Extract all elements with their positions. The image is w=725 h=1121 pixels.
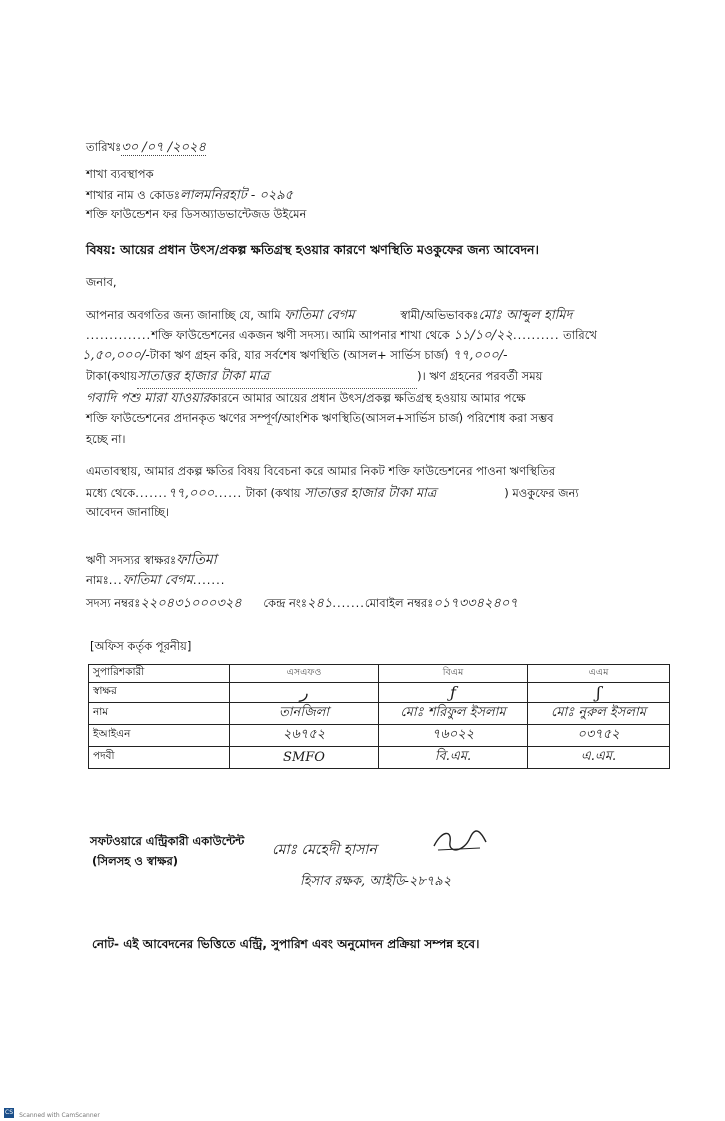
para1-line7: হচ্ছে না। bbox=[86, 432, 126, 446]
waiver-amount: ৭৭,০০০ bbox=[167, 486, 215, 501]
table-cell: তানজিলা bbox=[230, 703, 379, 725]
branch-value: লালমনিরহাট - ০২৯৫ bbox=[180, 188, 294, 203]
table-row bbox=[89, 683, 670, 703]
member-name-line: নামঃ...ফাতিমা বেগম....... bbox=[86, 573, 226, 588]
table-cell: মোঃ নুরুল ইসলাম bbox=[528, 703, 670, 725]
para1-text-b: স্বামী/অভিভাবকঃ bbox=[400, 308, 479, 322]
scanner-watermark bbox=[4, 1102, 100, 1121]
table-cell: বি.এম. bbox=[379, 747, 528, 769]
signature-mark-am: ʃ bbox=[528, 683, 670, 703]
table-header-cell: এএম bbox=[528, 665, 670, 683]
date-value: ৩০ /০৭ /২০২৪ bbox=[121, 140, 206, 155]
para1-line5 bbox=[86, 389, 526, 410]
para1-text-g: )। ঋণ গ্রহনের পরবর্তী সময় bbox=[417, 369, 543, 383]
subject-label: বিষয়: bbox=[86, 242, 116, 257]
accountant-seal-label: (সিলসহ ও স্বাক্ষর) bbox=[92, 854, 179, 868]
signature-mark-sfo: ﺭ bbox=[230, 683, 379, 703]
footer-note: নোট- এই আবেদনের ভিত্তিতে এন্ট্রি, সুপারিশ এবং অনুমোদন প্রক্রিয়া সম্পন্ন হবে। bbox=[92, 937, 480, 951]
table-header-row bbox=[89, 665, 670, 683]
subject-line bbox=[86, 242, 539, 262]
para1-line4 bbox=[86, 367, 542, 389]
loan-date: ১১/১০/২২ bbox=[453, 328, 513, 343]
recommendation-table bbox=[88, 664, 670, 769]
branch-label: শাখার নাম ও কোডঃ bbox=[86, 188, 181, 202]
camscanner-logo-icon: CS bbox=[5, 1108, 13, 1116]
para1-text-c: শক্তি ফাউন্ডেশনের একজন ঋণী সদস্য। আমি আপনার শাখা থেকে bbox=[151, 328, 450, 342]
scanner-watermark-text: Scanned with CamScanner bbox=[19, 1112, 100, 1119]
member-ids-line: সদস্য নম্বরঃ২২০৪৩১০০০৩২৪ কেন্দ্র নংঃ২৪১.......মোবাইল নম্বরঃ০১৭৩৩৪২৪০৭ bbox=[86, 596, 518, 611]
para2-line3: আবেদন জানাচ্ছি। bbox=[86, 505, 170, 519]
loan-amount: ১,৫০,০০০/- bbox=[82, 348, 150, 363]
signature-mark-bm: ƒ bbox=[379, 683, 528, 703]
recipient-organization: শক্তি ফাউন্ডেশন ফর ডিসঅ্যাডভান্টেজড উইমেন bbox=[86, 207, 307, 221]
office-use-label: [অফিস কর্তৃক পূরনীয়] bbox=[90, 639, 192, 653]
para1-text-d: তারিখে bbox=[563, 328, 597, 342]
borrower-name: ফাতিমা বেগম bbox=[284, 308, 355, 323]
para2-text-d: ) মওকুফের জন্য bbox=[504, 486, 579, 500]
waiver-words: সাতাত্তর হাজার টাকা মাত্র bbox=[304, 486, 437, 501]
table-header-cell: বিএম bbox=[379, 665, 528, 683]
outstanding-words: সাতাত্তর হাজার টাকা মাত্র bbox=[137, 367, 417, 389]
table-cell: এ.এম. bbox=[528, 747, 670, 769]
member-signature-label: ঋণী সদস্যর স্বাক্ষরঃ bbox=[86, 553, 177, 567]
para1-text-e: টাকা ঋণ গ্রহন করি, যার সর্বশেষ ঋণস্থিতি (আসল+ সার্ভিস চার্জ) bbox=[149, 348, 449, 362]
para1-text-f: টাকা(কথায় bbox=[86, 369, 138, 383]
member-signature: ফাতিমা bbox=[176, 552, 217, 568]
table-header-cell: সুপারিশকারী bbox=[89, 665, 230, 683]
table-cell: SMFO bbox=[230, 747, 379, 769]
table-cell: ২৬৭৫২ bbox=[230, 725, 379, 747]
branch-line bbox=[86, 186, 293, 207]
member-number-label: সদস্য নম্বরঃ bbox=[86, 596, 141, 610]
para2-text-c: টাকা (কথায় bbox=[245, 486, 301, 500]
accountant-label: সফটওয়ারে এন্ট্রিকারী একাউন্টেন্ট bbox=[90, 834, 245, 848]
salutation: জনাব, bbox=[86, 275, 117, 289]
center-number: ২৪১ bbox=[307, 596, 333, 611]
mobile-label: মোবাইল নম্বরঃ bbox=[364, 596, 434, 610]
center-label: কেন্দ্র নংঃ bbox=[263, 596, 307, 610]
table-row bbox=[89, 703, 670, 725]
table-cell: ৭৬০২২ bbox=[379, 725, 528, 747]
para2-text-b: মধ্যে থেকে bbox=[86, 486, 136, 500]
damage-cause: গবাদি পশু মারা যাওয়ার bbox=[86, 391, 210, 406]
member-number: ২২০৪৩১০০০৩২৪ bbox=[140, 596, 242, 611]
subject-text: আয়ের প্রধান উৎস/প্রকল্প ক্ষতিগ্রস্থ হওয়ার কারণে ঋণস্থিতি মওকুফের জন্য আবেদন। bbox=[120, 242, 539, 257]
member-name: ফাতিমা বেগম bbox=[122, 573, 193, 588]
para1-line6: শক্তি ফাউন্ডেশনের প্রদানকৃত ঋণের সম্পূর্ণ/আংশিক ঋণস্থিতি(আসল+সার্ভিস চার্জ) পরিশোধ করা সম্ভব bbox=[86, 411, 554, 425]
row-label: নাম bbox=[89, 703, 230, 725]
member-name-label: নামঃ bbox=[86, 573, 109, 587]
row-label: পদবী bbox=[89, 747, 230, 769]
outstanding-amount: ৭৭,০০০/- bbox=[452, 348, 508, 363]
row-label: ইআইএন bbox=[89, 725, 230, 747]
mobile-number: ০১৭৩৩৪২৪০৭ bbox=[433, 596, 518, 611]
accountant-designation: হিসাব রক্ষক, আইডি-২৮৭৯২ bbox=[300, 874, 452, 889]
accountant-scribble-signature bbox=[430, 826, 490, 860]
row-label: স্বাক্ষর bbox=[89, 683, 230, 703]
para1-line2: ..............শক্তি ফাউন্ডেশনের একজন ঋণী সদস্য। আমি আপনার শাখা থেকে ১১/১০/২২.......... তারিখে bbox=[86, 328, 597, 343]
para1-line1 bbox=[86, 306, 572, 327]
table-header-cell: এসএফও bbox=[230, 665, 379, 683]
para2-line2: মধ্যে থেকে.......৭৭,০০০...... টাকা (কথায় সাতাত্তর হাজার টাকা মাত্র ) মওকুফের জন্য bbox=[86, 484, 579, 505]
recipient-title: শাখা ব্যবস্থাপক bbox=[86, 167, 154, 181]
date-line bbox=[86, 138, 206, 159]
para1-text-h: কারনে আমার আয়ের প্রধান উৎস/প্রকল্প ক্ষতিগ্রস্থ হওয়ায় আমার পক্ষে bbox=[209, 391, 526, 405]
accountant-signature: মোঃ মেহেদী হাসান bbox=[272, 842, 377, 858]
table-row bbox=[89, 747, 670, 769]
table-cell: ০৩৭৫২ bbox=[528, 725, 670, 747]
date-label: তারিখঃ bbox=[86, 140, 122, 154]
guardian-name: মোঃ আব্দুল হামিদ bbox=[478, 308, 573, 323]
para2-line1: এমতাবস্থায়, আমার প্রকল্প ক্ষতির বিষয় বিবেচনা করে আমার নিকট শক্তি ফাউন্ডেশনের পাওনা ঋণস্থিতির bbox=[86, 464, 556, 478]
table-row bbox=[89, 725, 670, 747]
member-signature-line bbox=[86, 548, 217, 572]
table-cell: মোঃ শরিফুল ইসলাম bbox=[379, 703, 528, 725]
para1-line3 bbox=[82, 346, 507, 367]
para1-text-a: আপনার অবগতির জন্য জানাচ্ছি যে, আমি bbox=[86, 308, 281, 322]
